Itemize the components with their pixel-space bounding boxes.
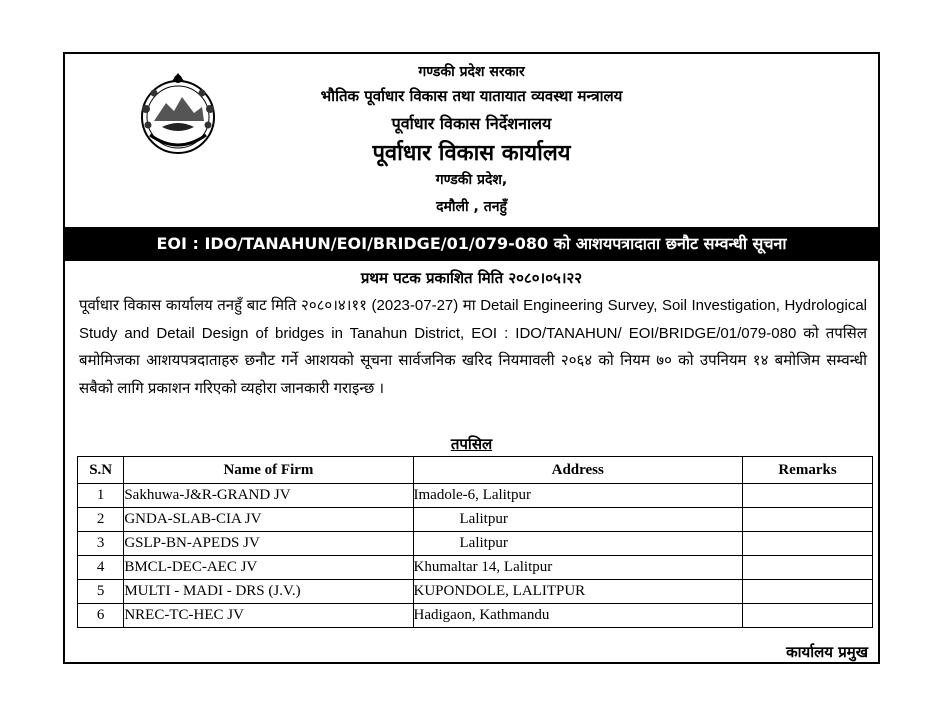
- ministry-name: भौतिक पूर्वाधार विकास तथा यातायात व्यवस्था मन्त्रालय: [320, 87, 623, 105]
- row-remarks: [743, 580, 873, 604]
- column-header-address: Address: [413, 457, 742, 484]
- row-address: Hadigaon, Kathmandu: [413, 604, 742, 628]
- row-address: Imadole-6, Lalitpur: [413, 484, 742, 508]
- table-row: [78, 556, 873, 580]
- row-firm-name: MULTI - MADI - DRS (J.V.): [124, 580, 413, 604]
- row-firm-name: NREC-TC-HEC JV: [124, 604, 413, 628]
- directorate-name: पूर्वाधार विकास निर्देशनालय: [391, 114, 552, 133]
- row-firm-name: BMCL-DEC-AEC JV: [124, 556, 413, 580]
- notice-title-banner: EOI : IDO/TANAHUN/EOI/BRIDGE/01/079-080 को आशयपत्रादाता छनौट सम्वन्धी सूचना: [65, 227, 878, 261]
- government-name: गण्डकी प्रदेश सरकार: [418, 64, 525, 80]
- table-row: [78, 604, 873, 628]
- row-sn: 3: [78, 532, 124, 556]
- row-sn: 5: [78, 580, 124, 604]
- column-header-remarks: Remarks: [743, 457, 873, 484]
- notice-document: [63, 52, 880, 664]
- table-row: [78, 532, 873, 556]
- office-chief-signature: कार्यालय प्रमुख: [786, 643, 868, 661]
- column-header-sn: S.N: [78, 457, 124, 484]
- publication-date: प्रथम पटक प्रकाशित मिति २०८०।०५।२२: [360, 269, 583, 287]
- row-sn: 6: [78, 604, 124, 628]
- firms-table: [77, 456, 873, 628]
- row-address: Khumaltar 14, Lalitpur: [413, 556, 742, 580]
- details-heading: तपसिल: [450, 435, 493, 453]
- row-address: Lalitpur: [413, 532, 742, 556]
- row-remarks: [743, 532, 873, 556]
- row-sn: 2: [78, 508, 124, 532]
- column-header-firm: Name of Firm: [124, 457, 413, 484]
- office-name: पूर्वाधार विकास कार्यालय: [372, 141, 571, 166]
- office-location: दमौली , तनहुँ: [436, 199, 507, 215]
- row-sn: 4: [78, 556, 124, 580]
- row-firm-name: GNDA-SLAB-CIA JV: [124, 508, 413, 532]
- row-remarks: [743, 556, 873, 580]
- table-row: [78, 484, 873, 508]
- row-remarks: [743, 604, 873, 628]
- row-address: KUPONDOLE, LALITPUR: [413, 580, 742, 604]
- notice-body: पूर्वाधार विकास कार्यालय तनहुँ बाट मिति २०८०।४।११ (2023-07-27) मा Detail Engineering Survey, Soil Investigation, Hydrological Study and Detail Design of bridges in Tanahun District, EOI : IDO/TANAHUN/ EOI/BRIDGE/01/079-080 को तपसिल बमोमिजका आशयपत्रदाताहरु छनौट गर्ने आशयको सूचना सार्वजनिक खरिद नियमावली २०६४ को नियम ७० को उपनियम १४ बमोजिम सम्वन्धी सबैको लागि प्रकाशन गरिएको व्यहोरा जानकारी गराइन्छ ।: [79, 297, 867, 397]
- row-address: Lalitpur: [413, 508, 742, 532]
- row-firm-name: Sakhuwa-J&R-GRAND JV: [124, 484, 413, 508]
- table-row: [78, 580, 873, 604]
- table-header-row: [78, 457, 873, 484]
- row-remarks: [743, 508, 873, 532]
- row-firm-name: GSLP-BN-APEDS JV: [124, 532, 413, 556]
- row-remarks: [743, 484, 873, 508]
- table-row: [78, 508, 873, 532]
- row-sn: 1: [78, 484, 124, 508]
- province-name: गण्डकी प्रदेश,: [435, 172, 508, 188]
